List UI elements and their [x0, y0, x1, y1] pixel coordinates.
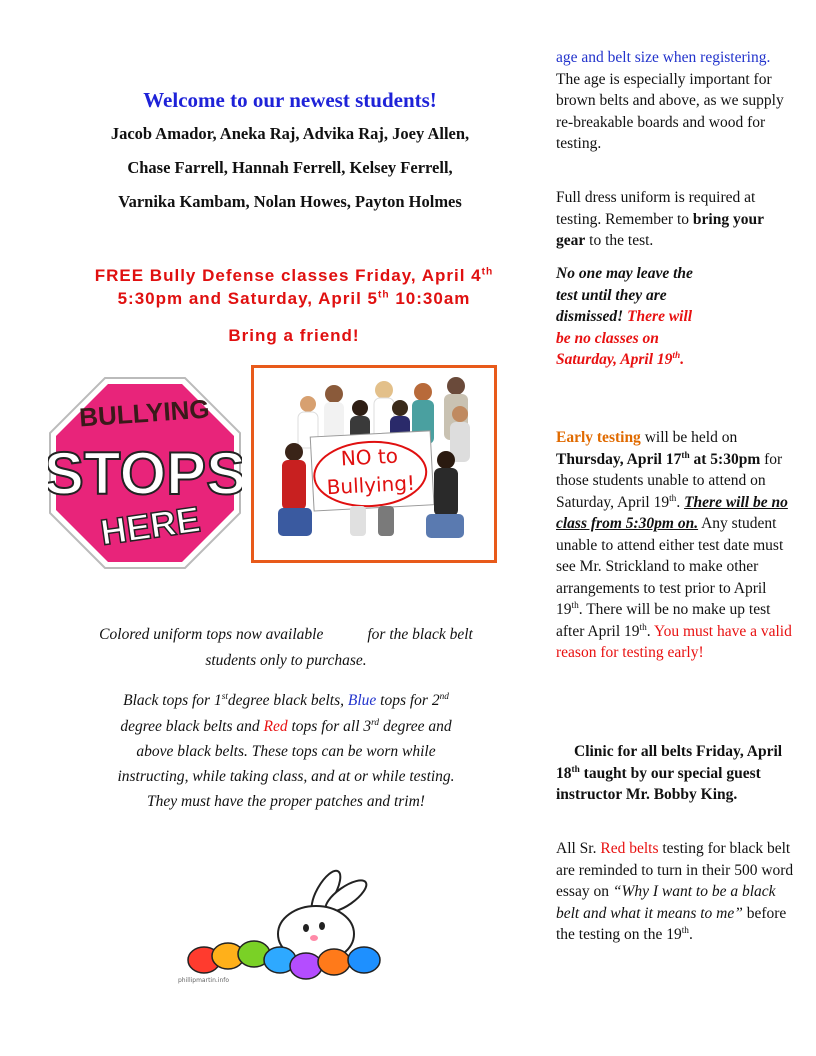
clinic-paragraph: Clinic for all belts Friday, April 18th taught by our special guest instructor Mr. Bobby King.: [556, 743, 783, 803]
student-names-line-3: Varnika Kambam, Nolan Howes, Payton Holmes: [118, 192, 462, 211]
tops-line-2: degree black belts and Red tops for all 3rd degree and: [120, 717, 452, 735]
easter-egg: [290, 953, 322, 979]
registration-paragraph: age and belt size when registering. The age is especially important for brown belts and above, as we supply re-breakable boards and wood for testing.: [556, 49, 784, 152]
easter-egg: [348, 947, 380, 973]
bullying-stops-here-sign: [48, 376, 242, 570]
dismissal-paragraph: No one may leave the test until they are dismissed! There will be no classes on Saturday, April 19th.: [556, 265, 693, 368]
no-to-bullying-sign: [310, 431, 434, 511]
clipart-caption: phillipmartin.info: [178, 977, 230, 984]
early-testing-paragraph: Early testing will be held on Thursday, April 17th at 5:30pm for those students unable to attend on Saturday, April 19th. There will be no class from 5:30pm on. Any student unable to attend either test date must see Mr. Strickland to make other arrangements to test prior to April 19th. There will be no make up test after April 19th. You must have a valid reason for testing early!: [556, 429, 792, 661]
photo-sign-line-2: Bullying!: [326, 470, 416, 500]
stop-sign-bottom-text: HERE: [97, 498, 203, 553]
tops-line-1: Black tops for 1stdegree black belts, Blue tops for 2nd: [123, 691, 449, 709]
easter-egg: [318, 949, 350, 975]
welcome-title: Welcome to our newest students!: [143, 88, 437, 112]
stop-sign-icon: [48, 376, 242, 570]
group-photo-image: [260, 374, 488, 554]
uniform-required-paragraph: Full dress uniform is required at testing. Remember to bring your gear to the test.: [556, 189, 764, 249]
bully-defense-line-2: 5:30pm and Saturday, April 5th 10:30am: [117, 289, 471, 308]
easter-bunny-clipart: [176, 868, 406, 986]
bunny-eggs-icon: [176, 868, 406, 986]
bring-a-friend: Bring a friend!: [228, 326, 360, 345]
student-names-line-2: Chase Farrell, Hannah Ferrell, Kelsey Ferrell,: [127, 158, 453, 177]
bully-defense-line-1: FREE Bully Defense classes Friday, April 4th: [94, 266, 494, 285]
red-label: Red: [263, 718, 288, 735]
photo-sign-line-1: NO to: [340, 443, 399, 471]
tops-line-4: instructing, while taking class, and at or while testing.: [117, 768, 455, 785]
blue-label: Blue: [347, 692, 377, 709]
uniform-note-line-1: Colored uniform tops now available for the black belt: [99, 626, 473, 643]
tops-line-5: They must have the proper patches and trim!: [147, 793, 425, 810]
stop-sign-main-text: STOPS: [48, 440, 242, 507]
stop-sign-top-text: BULLYING: [78, 393, 211, 433]
tops-line-3: above black belts. These tops can be worn while: [136, 743, 436, 760]
essay-paragraph: All Sr. Red belts testing for black belt are reminded to turn in their 500 word essay on “Why I want to be a black belt and what it means to me” before the testing on the 19th.: [556, 840, 794, 943]
uniform-note-line-2: students only to purchase.: [205, 652, 367, 669]
no-to-bullying-photo: [251, 365, 497, 563]
student-names-line-1: Jacob Amador, Aneka Raj, Advika Raj, Joey Allen,: [110, 124, 470, 143]
